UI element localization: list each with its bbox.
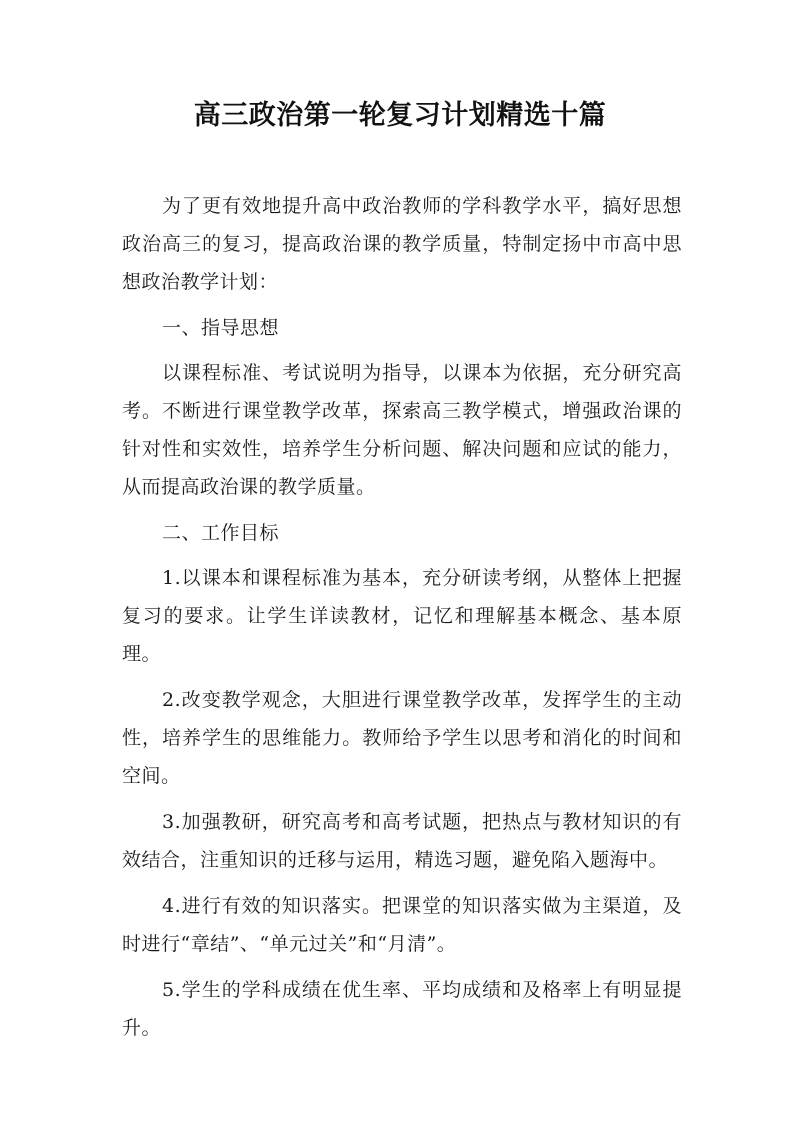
document-body	[122, 187, 682, 1055]
intro-paragraph: 为了更有效地提升高中政治教师的学科教学水平，搞好思想政治高三的复习，提高政治课的教学质量，特制定扬中市高中思想政治教学计划：	[122, 195, 682, 293]
section-heading-guiding-ideology: 一、指导思想	[162, 317, 280, 339]
goal-item-4: 4.进行有效的知识落实。把课堂的知识落实做为主渠道，及时进行“章结”、“单元过关”和“月清”。	[122, 895, 682, 955]
goal-item-3: 3.加强教研，研究高考和高考试题，把热点与教材知识的有效结合，注重知识的迁移与运用，精选习题，避免陷入题海中。	[122, 811, 682, 871]
goal-item-2: 2.改变教学观念，大胆进行课堂教学改革，发挥学生的主动性，培养学生的思维能力。教师给予学生以思考和消化的时间和空间。	[122, 689, 682, 787]
goal-item-5: 5.学生的学科成绩在优生率、平均成绩和及格率上有明显提升。	[122, 979, 682, 1039]
section-heading-work-goals: 二、工作目标	[162, 522, 280, 544]
goal-item-1: 1.以课本和课程标准为基本，充分研读考纲，从整体上把握复习的要求。让学生详读教材，记忆和理解基本概念、基本原理。	[122, 567, 682, 665]
document-title: 高三政治第一轮复习计划精选十篇	[193, 100, 607, 131]
guiding-ideology-paragraph: 以课程标准、考试说明为指导，以课本为依据，充分研究高考。不断进行课堂教学改革，探索高三教学模式，增强政治课的针对性和实效性，培养学生分析问题、解决问题和应试的能力，从而提高政治课的教学质量。	[122, 362, 682, 498]
